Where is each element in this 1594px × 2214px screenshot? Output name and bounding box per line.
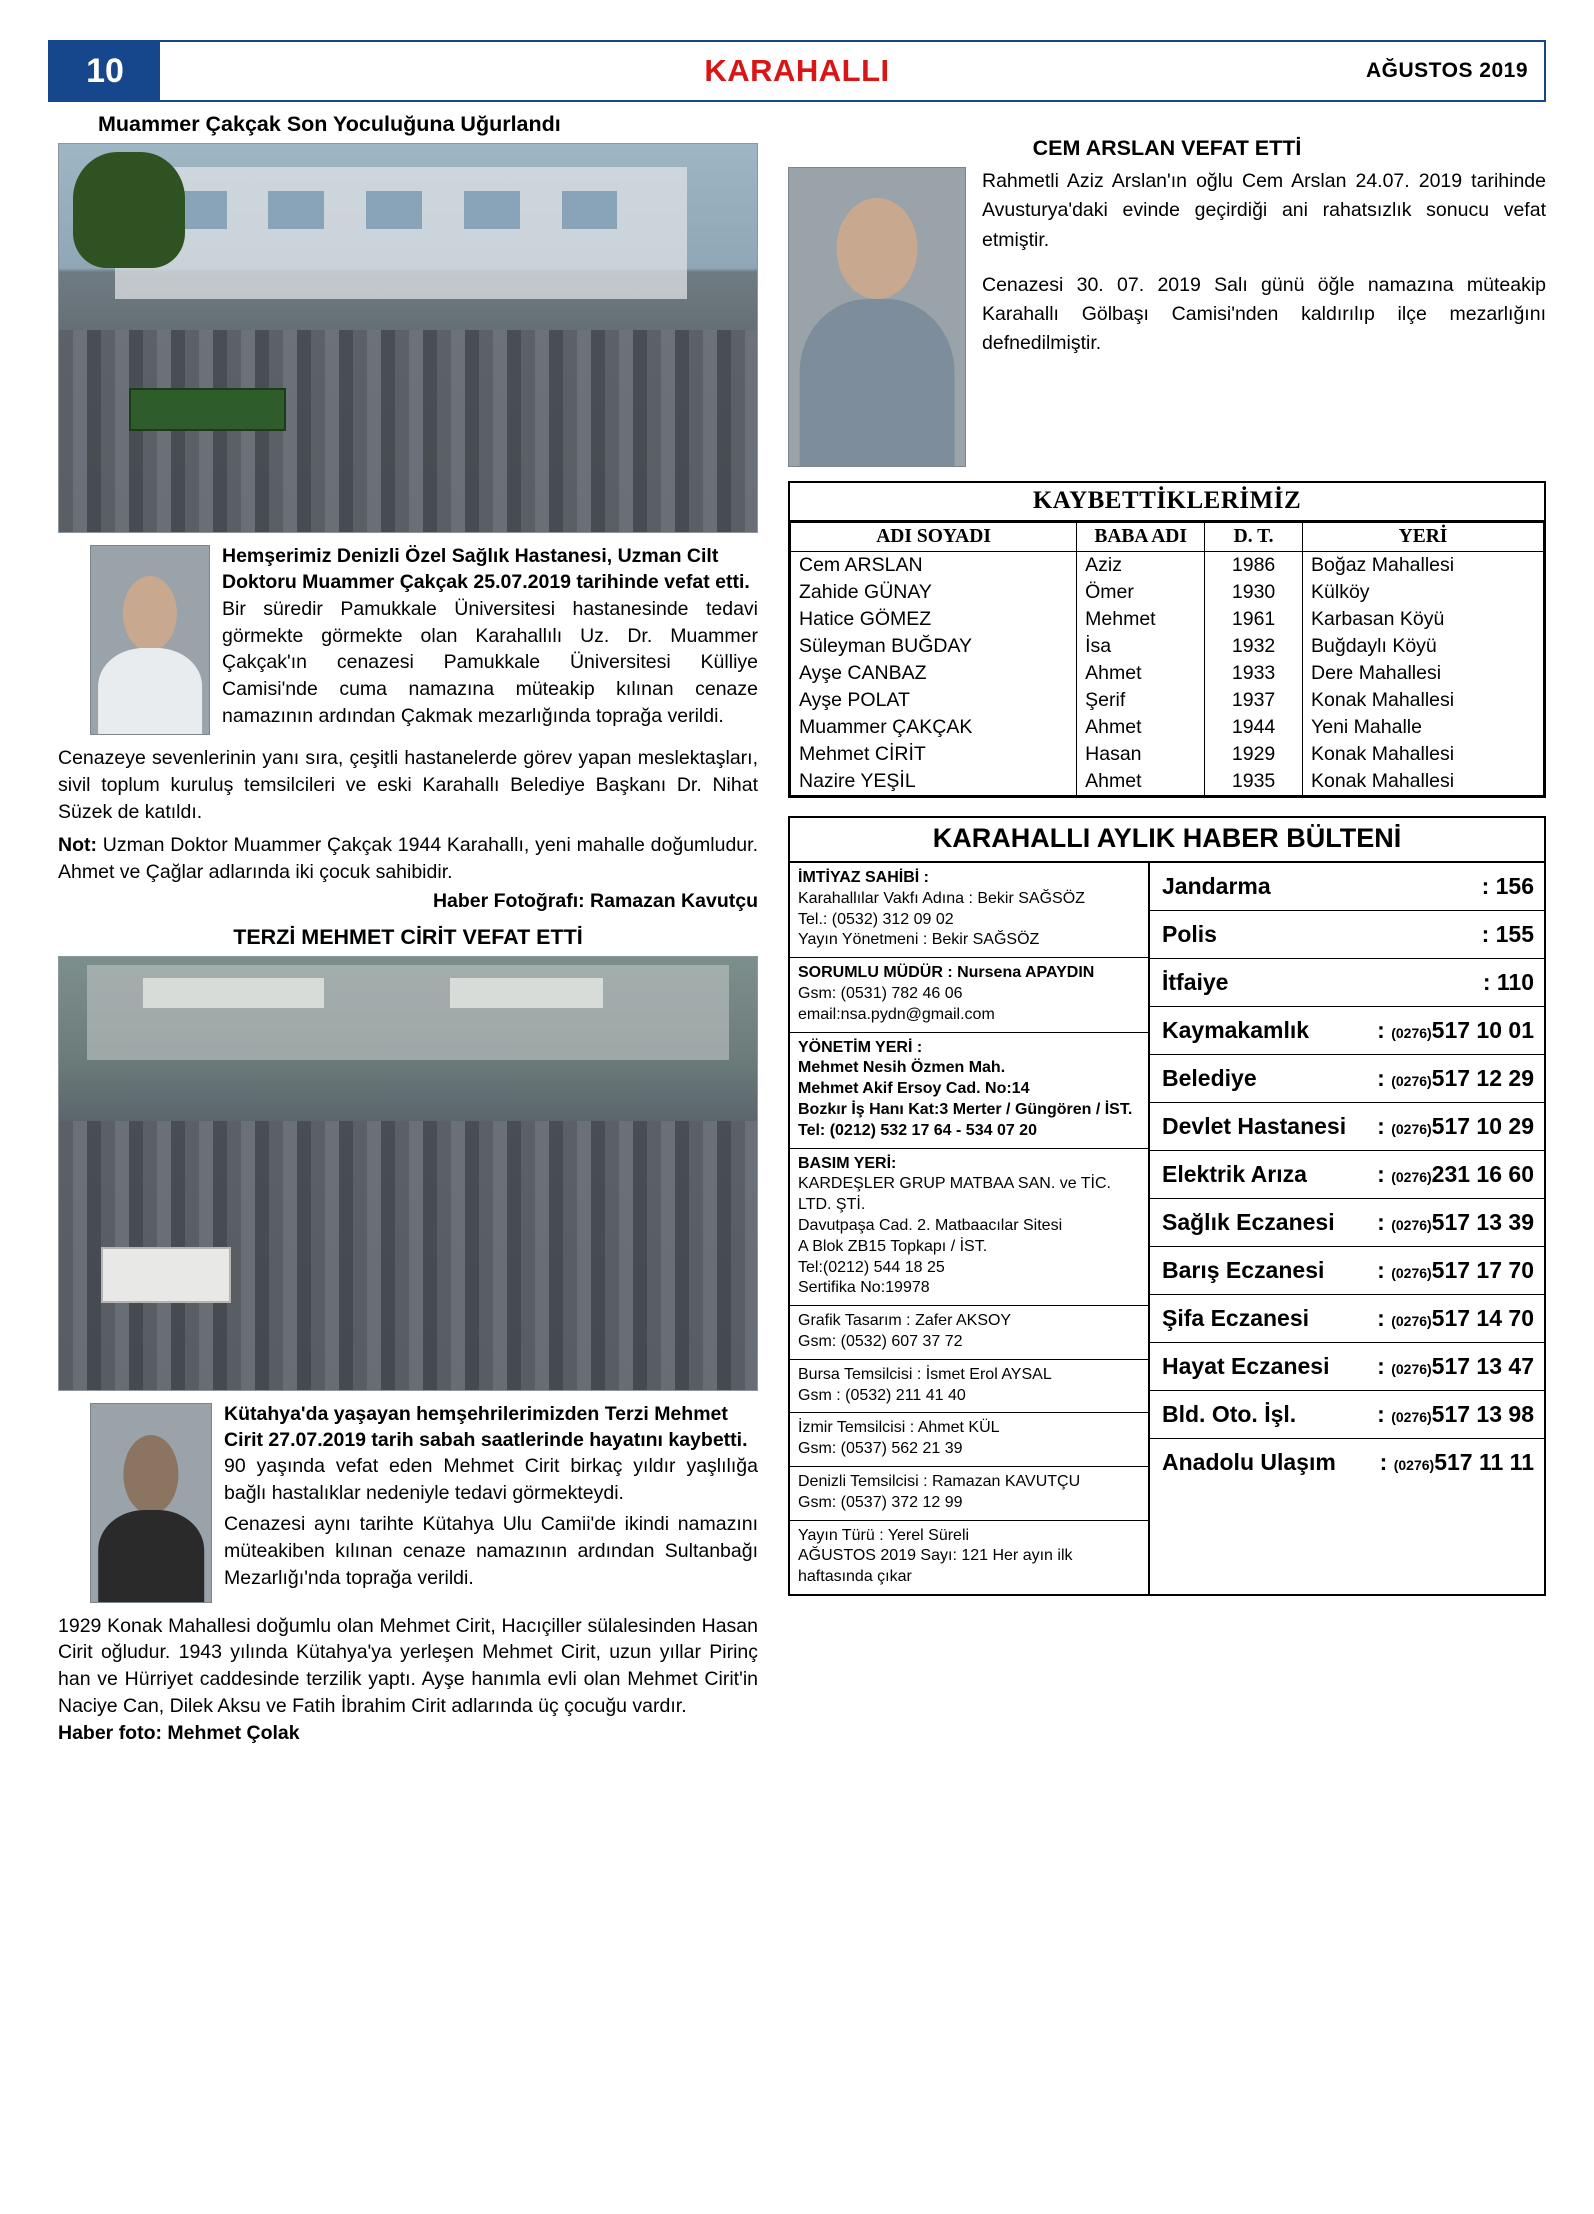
imprint-line: Tel: (0212) 532 17 64 - 534 07 20 (798, 1121, 1037, 1139)
phone-number: : 155 (1481, 921, 1534, 947)
imprint-line: Gsm: (0532) 607 37 72 (798, 1332, 963, 1350)
phone-number: : (0276)231 16 60 (1377, 1161, 1534, 1187)
col-father: BABA ADI (1077, 523, 1205, 552)
cirit-paragraph-3: 1929 Konak Mahallesi doğumlu olan Mehmet Cirit, Hacıçiller sülalesinden Hasan Cirit oğludur. 1943 yılında Kütahya'ya yerleşen Mehmet Cirit, uzun yıllar Pirinç han ve Hürriyet caddesinde terzilik yaptı. Ayşe hanımla evli olan Mehmet Cirit'in Naciye Can, Dilek Aksu ve Fatih İbrahim Cirit adlarında üç çocuğu vardır. (58, 1614, 758, 1718)
cell-birth: 1933 (1205, 660, 1303, 687)
cell-name: Muammer ÇAKÇAK (791, 714, 1077, 741)
obituary-table-title: KAYBETTİKLERİMİZ (790, 483, 1544, 522)
imprint-line: SORUMLU MÜDÜR : Nursena APAYDIN (798, 964, 1095, 982)
masthead (48, 40, 1546, 102)
phone-number: : (0276)517 17 70 (1377, 1257, 1534, 1283)
portrait-cakcak (90, 545, 210, 735)
photo-credit-1: Haber Fotoğrafı: Ramazan Kavutçu (432, 889, 758, 912)
imprint-line: İMTİYAZ SAHİBİ : (798, 869, 929, 886)
phone-row-polis (1150, 911, 1544, 959)
cell-place: Yeni Mahalle (1303, 714, 1544, 741)
cell-father: Ahmet (1077, 660, 1205, 687)
cell-place: Buğdaylı Köyü (1303, 633, 1544, 660)
cell-name: Ayşe CANBAZ (791, 660, 1077, 687)
phone-row-kaymakamlik (1150, 1007, 1544, 1055)
funeral-photo-cirit (58, 956, 758, 1391)
phone-label: Anadolu Ulaşım (1162, 1449, 1336, 1475)
article-lead-cakcak: Hemşerimiz Denizli Özel Sağlık Hastanesi, Uzman Cilt Doktoru Muammer Çakçak 25.07.2019 tarihinde vefat etti. (222, 545, 750, 594)
phone-row-saglik-eczanesi (1150, 1199, 1544, 1247)
article-lead-cirit: Kütahya'da yaşayan hemşehrilerimizden Terzi Mehmet Cirit 27.07.2019 tarih sabah saatlerinde hayatını kaybetti. (224, 1402, 748, 1451)
imprint-block-design (790, 1306, 1148, 1360)
imprint-line: AĞUSTOS 2019 Sayı: 121 Her ayın ilk haftasında çıkar (798, 1547, 1073, 1586)
imprint-line: Sertifika No:19978 (798, 1279, 930, 1297)
cell-father: Şerif (1077, 687, 1205, 714)
article-paragraph-2: Cenazeye sevenlerinin yanı sıra, çeşitli hastanelerde görev yapan meslektaşları, sivil toplum kuruluş temsilcileri ve eski Karahallı Belediye Başkanı Dr. Nihat Süzek de katıldı. (58, 747, 758, 823)
phone-number: : (0276)517 10 01 (1377, 1017, 1534, 1043)
cell-name: Hatice GÖMEZ (791, 606, 1077, 633)
table-row (791, 687, 1544, 714)
publication-title: KARAHALLI (704, 53, 890, 88)
imprint-line: İzmir Temsilcisi : Ahmet KÜL (798, 1419, 1000, 1437)
phone-row-jandarma (1150, 863, 1544, 911)
imprint-line: A Blok ZB15 Topkapı / İST. (798, 1237, 988, 1255)
imprint-line: Bozkır İş Hanı Kat:3 Merter / Güngören / İST. (798, 1100, 1133, 1118)
table-row (791, 633, 1544, 660)
phone-number: : (0276)517 10 29 (1377, 1113, 1534, 1139)
cell-father: Ahmet (1077, 714, 1205, 741)
left-column (58, 112, 758, 1745)
phone-number: : (0276)517 13 98 (1377, 1401, 1534, 1427)
phone-row-devlet-hastanesi (1150, 1103, 1544, 1151)
imprint-line: BASIM YERİ: (798, 1154, 897, 1172)
cell-place: Konak Mahallesi (1303, 741, 1544, 768)
article-headline-cirit: TERZİ MEHMET CİRİT VEFAT ETTİ (233, 924, 583, 949)
imprint-line: Davutpaşa Cad. 2. Matbaacılar Sitesi (798, 1216, 1063, 1234)
phone-label: Barış Eczanesi (1162, 1257, 1325, 1283)
imprint-line: Karahallılar Vakfı Adına : Bekir SAĞSÖZ (798, 889, 1085, 907)
imprint-line: Tel.: (0532) 312 09 02 (798, 910, 954, 928)
imprint-line: Gsm: (0537) 562 21 39 (798, 1440, 963, 1458)
phone-label: Kaymakamlık (1162, 1017, 1310, 1043)
note-label: Not: (58, 833, 97, 856)
imprint-block-owner (790, 863, 1148, 958)
phone-label: Hayat Eczanesi (1162, 1353, 1330, 1379)
imprint-block-address (790, 1033, 1148, 1149)
table-row (791, 579, 1544, 606)
cell-place: Dere Mahallesi (1303, 660, 1544, 687)
imprint-line: Bursa Temsilcisi : İsmet Erol AYSAL (798, 1365, 1052, 1383)
table-row (791, 768, 1544, 796)
table-row (791, 741, 1544, 768)
newspaper-page (48, 40, 1546, 2172)
imprint-block-printer (790, 1149, 1148, 1307)
arslan-paragraph-2: Cenazesi 30. 07. 2019 Salı günü öğle namazına müteakip Karahallı Gölbaşı Camisi'nden kaldırılıp ilçe mezarlığını defnedilmiştir. (982, 273, 1546, 355)
cell-name: Süleyman BUĞDAY (791, 633, 1077, 660)
phone-number: : (0276)517 14 70 (1377, 1305, 1534, 1331)
imprint-block-denizli (790, 1467, 1148, 1521)
imprint-line: Mehmet Akif Ersoy Cad. No:14 (798, 1080, 1030, 1098)
cell-place: Külköy (1303, 579, 1544, 606)
photo-credit-2: Haber foto: Mehmet Çolak (58, 1722, 300, 1745)
cell-place: Karbasan Köyü (1303, 606, 1544, 633)
cell-birth: 1932 (1205, 633, 1303, 660)
imprint-line: Gsm: (0531) 782 46 06 (798, 984, 963, 1002)
article-body-cakcak (58, 543, 758, 739)
table-row (791, 552, 1544, 580)
table-row (791, 606, 1544, 633)
phone-label: Devlet Hastanesi (1162, 1113, 1347, 1139)
cell-father: İsa (1077, 633, 1205, 660)
imprint-column (790, 863, 1150, 1594)
funeral-photo-cakcak (58, 143, 758, 533)
obituary-table-box (788, 481, 1546, 798)
phone-row-bld-oto-isl (1150, 1391, 1544, 1439)
phone-number: : (0276)517 13 47 (1377, 1353, 1534, 1379)
col-place: YERİ (1303, 523, 1544, 552)
article-headline-arslan: CEM ARSLAN VEFAT ETTİ (1032, 136, 1302, 160)
portrait-cirit (90, 1403, 212, 1603)
phone-label: Bld. Oto. İşl. (1162, 1401, 1297, 1427)
phone-row-baris-eczanesi (1150, 1247, 1544, 1295)
cell-place: Konak Mahallesi (1303, 687, 1544, 714)
cell-name: Cem ARSLAN (791, 552, 1077, 580)
col-birth: D. T. (1205, 523, 1303, 552)
cell-birth: 1937 (1205, 687, 1303, 714)
bulletin-body (790, 863, 1544, 1594)
imprint-line: Tel:(0212) 544 18 25 (798, 1258, 945, 1276)
cell-birth: 1930 (1205, 579, 1303, 606)
phone-label: Belediye (1162, 1065, 1257, 1091)
article-paragraph-1: Bir süredir Pamukkale Üniversitesi hastanesinde tedavi görmekte görmekte olan Karahallılı Uz. Dr. Muammer Çakçak'ın cenazesi Pamukkale Üniversitesi Külliye Camisi'nde cuma namazına müteakip kılınan cenaze namazının ardından Çakmak mezarlığında toprağa verildi. (222, 597, 758, 728)
right-column (788, 112, 1546, 1596)
phone-label: Sağlık Eczanesi (1162, 1209, 1335, 1235)
issue-date: AĞUSTOS 2019 (1365, 59, 1528, 82)
cirit-paragraph-1: 90 yaşında vefat eden Mehmet Cirit birkaç yıldır yaşlılığa bağlı hastalıklar nedeniyle tedavi görmekteydi. (224, 1455, 758, 1505)
imprint-block-izmir (790, 1413, 1148, 1467)
phone-label: Jandarma (1162, 873, 1271, 899)
cell-birth: 1935 (1205, 768, 1303, 796)
cell-name: Zahide GÜNAY (791, 579, 1077, 606)
article-note (58, 832, 758, 886)
cell-father: Ömer (1077, 579, 1205, 606)
cirit-paragraph-2: Cenazesi aynı tarihte Kütahya Ulu Camii'de ikindi namazını müteakiben kılınan cenaze namazının ardından Sultanbağı Mezarlığı'nda toprağa verildi. (224, 1512, 758, 1589)
phone-number: : (0276)517 11 11 (1379, 1449, 1534, 1475)
imprint-block-manager (790, 958, 1148, 1032)
cell-father: Hasan (1077, 741, 1205, 768)
portrait-cem-arslan (788, 167, 966, 467)
cell-birth: 1944 (1205, 714, 1303, 741)
cell-birth: 1986 (1205, 552, 1303, 580)
imprint-line: Grafik Tasarım : Zafer AKSOY (798, 1312, 1012, 1330)
arslan-paragraph-1: Rahmetli Aziz Arslan'ın oğlu Cem Arslan 24.07. 2019 tarihinde Avusturya'daki evinde geçirdiği ani rahatsızlık sonucu vefat etmiştir. (982, 170, 1546, 251)
bulletin-box (788, 816, 1546, 1596)
phone-number: : 110 (1482, 969, 1534, 995)
cell-father: Mehmet (1077, 606, 1205, 633)
col-name: ADI SOYADI (791, 523, 1077, 552)
phone-row-itfaiye (1150, 959, 1544, 1007)
cell-birth: 1961 (1205, 606, 1303, 633)
cell-name: Mehmet CİRİT (791, 741, 1077, 768)
phone-number: : 156 (1481, 873, 1534, 899)
bulletin-title: KARAHALLI AYLIK HABER BÜLTENİ (790, 818, 1544, 863)
phone-number: : (0276)517 13 39 (1377, 1209, 1534, 1235)
phone-number: : (0276)517 12 29 (1377, 1065, 1534, 1091)
cell-father: Ahmet (1077, 768, 1205, 796)
imprint-line: Mehmet Nesih Özmen Mah. (798, 1059, 1006, 1077)
imprint-block-type (790, 1521, 1148, 1594)
phone-label: İtfaiye (1162, 969, 1229, 995)
imprint-line: Gsm: (0537) 372 12 99 (798, 1493, 963, 1511)
phone-row-belediye (1150, 1055, 1544, 1103)
imprint-line: Denizli Temsilcisi : Ramazan KAVUTÇU (798, 1472, 1081, 1490)
phone-label: Şifa Eczanesi (1162, 1305, 1310, 1331)
obituary-table (790, 522, 1544, 796)
note-text: Uzman Doktor Muammer Çakçak 1944 Karahallı, yeni mahalle doğumludur. Ahmet ve Çağlar adlarında iki çocuk sahibidir. (58, 833, 758, 883)
cell-name: Ayşe POLAT (791, 687, 1077, 714)
cell-birth: 1929 (1205, 741, 1303, 768)
article-body-cirit (58, 1401, 758, 1607)
article-body-arslan (788, 167, 1546, 467)
page-number: 10 (50, 42, 160, 100)
imprint-line: YÖNETİM YERİ : (798, 1038, 923, 1056)
imprint-line: Gsm : (0532) 211 41 40 (798, 1386, 966, 1404)
phone-directory (1150, 863, 1544, 1594)
cell-place: Boğaz Mahallesi (1303, 552, 1544, 580)
imprint-email[interactable]: email:nsa.pydn@gmail.com (798, 1005, 995, 1023)
phone-row-anadolu-ulasim (1150, 1439, 1544, 1486)
phone-row-elektrik-ariza (1150, 1151, 1544, 1199)
imprint-block-bursa (790, 1360, 1148, 1414)
cell-place: Konak Mahallesi (1303, 768, 1544, 796)
phone-label: Elektrik Arıza (1162, 1161, 1307, 1187)
imprint-line: Yayın Türü : Yerel Süreli (798, 1526, 970, 1544)
phone-label: Polis (1162, 921, 1217, 947)
table-header-row (791, 523, 1544, 552)
imprint-line: KARDEŞLER GRUP MATBAA SAN. ve TİC. LTD. ŞTİ. (798, 1175, 1111, 1214)
imprint-line: Yayın Yönetmeni : Bekir SAĞSÖZ (798, 931, 1040, 949)
cell-name: Nazire YEŞİL (791, 768, 1077, 796)
table-row (791, 660, 1544, 687)
phone-row-sifa-eczanesi (1150, 1295, 1544, 1343)
table-row (791, 714, 1544, 741)
cell-father: Aziz (1077, 552, 1205, 580)
article-headline-cakcak: Muammer Çakçak Son Yoculuğuna Uğurlandı (98, 112, 561, 136)
phone-row-hayat-eczanesi (1150, 1343, 1544, 1391)
